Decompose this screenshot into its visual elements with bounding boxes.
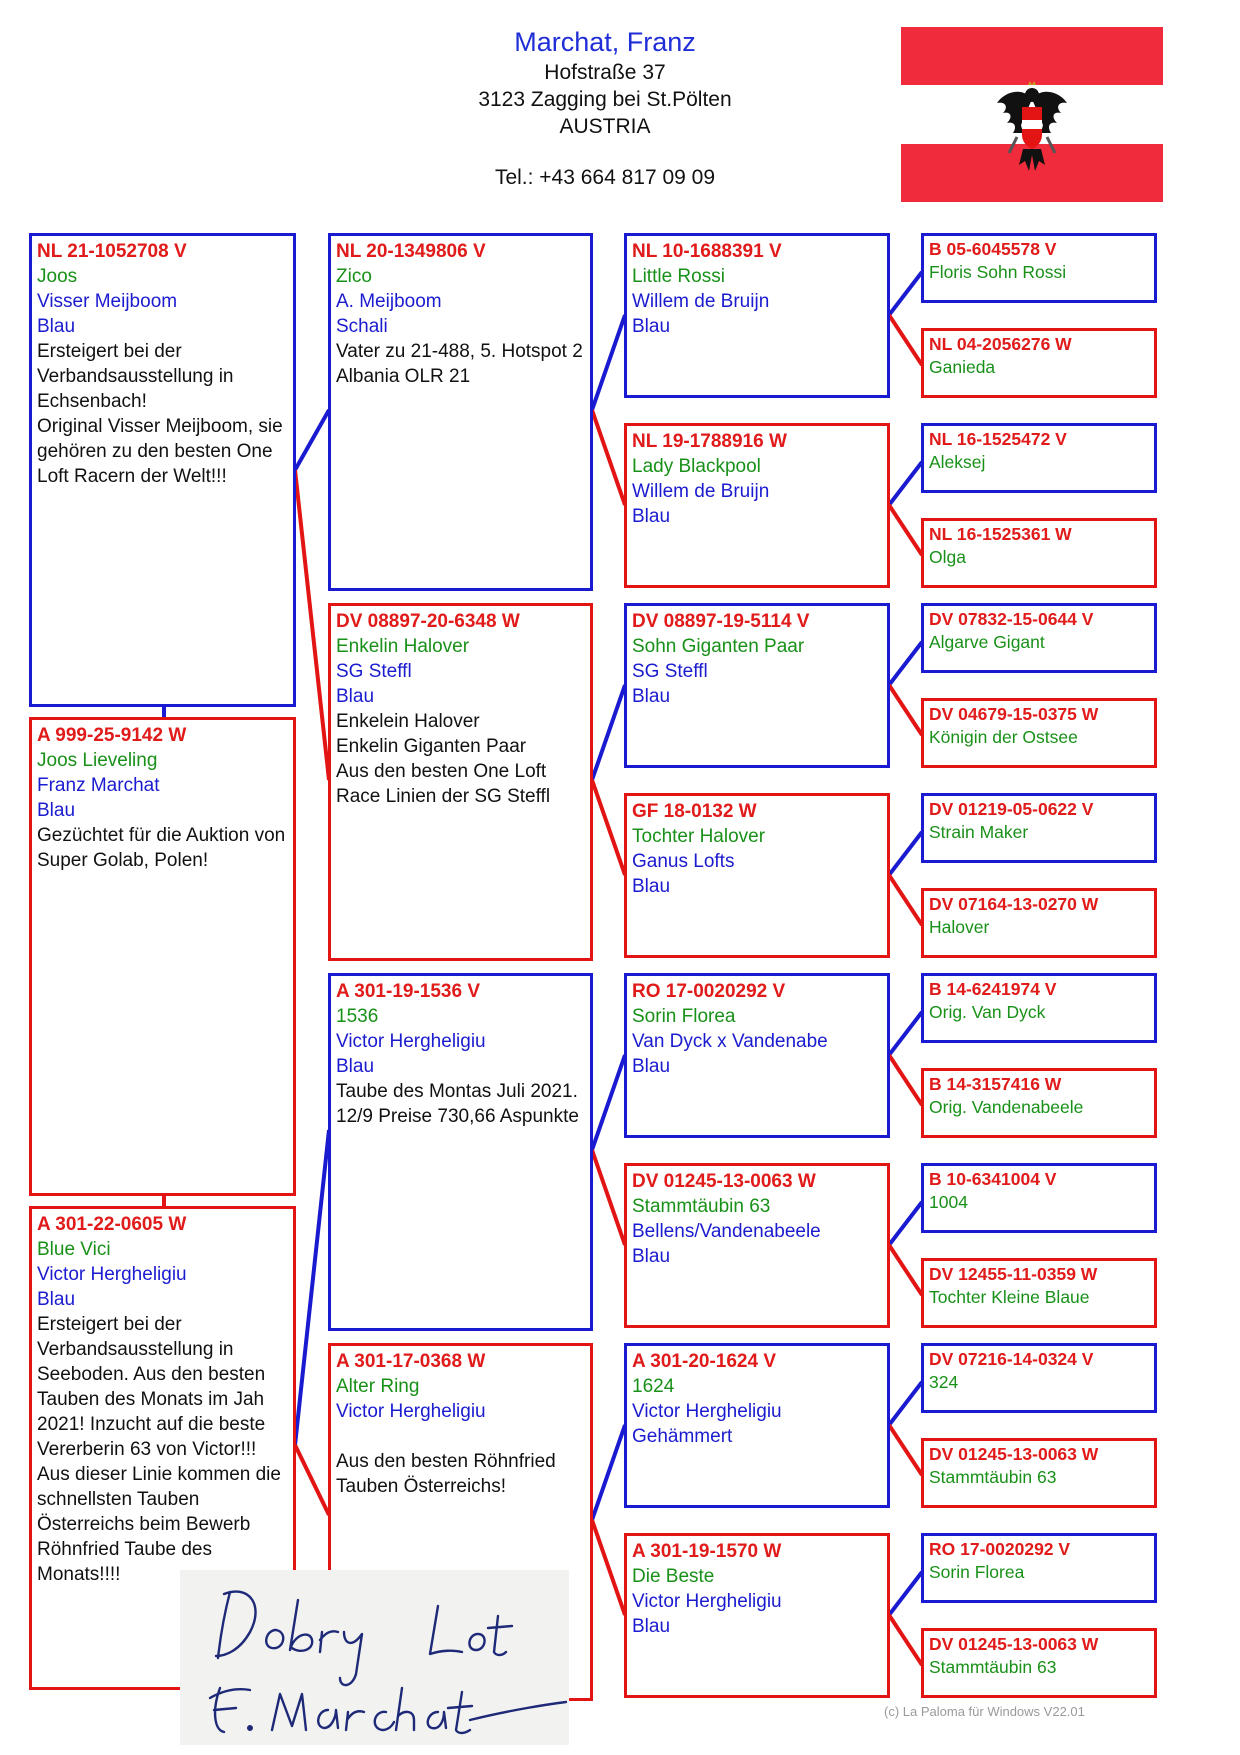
pigeon-name: Enkelin Halover: [336, 636, 470, 657]
owner-country: AUSTRIA: [559, 115, 651, 138]
pigeon-name: Tochter Halover: [632, 826, 766, 847]
pigeon-name: Halover: [929, 917, 990, 937]
pigeon-name: Zico: [336, 266, 372, 287]
breeder: Franz Marchat: [37, 775, 160, 796]
pigeon-name: Joos Lieveling: [37, 750, 158, 771]
pigeon-name: 1004: [929, 1192, 968, 1212]
breeder: Victor Hergheligiu: [632, 1591, 782, 1612]
pedigree-box-c1: [29, 233, 296, 707]
pedigree-box-gg7: [624, 1343, 890, 1508]
pedigree-box-ggg14: [921, 1438, 1157, 1508]
pedigree-box-ggg6: [921, 698, 1157, 768]
ring-number: DV 01245-13-0063 W: [929, 1634, 1099, 1654]
plumage-color: [336, 1424, 586, 1449]
pigeon-name: Die Beste: [632, 1566, 715, 1587]
ring-number: NL 16-1525361 W: [929, 524, 1072, 544]
pedigree-box-ggg2: [921, 328, 1157, 398]
pigeon-name: Olga: [929, 547, 966, 567]
pedigree-box-ggg9: [921, 973, 1157, 1043]
pigeon-name: Ganieda: [929, 357, 996, 377]
breeder: SG Steffl: [632, 661, 708, 682]
breeder: Victor Hergheligiu: [336, 1031, 486, 1052]
pigeon-note: Gezüchtet für die Auktion von Super Golab, Polen!: [37, 825, 286, 871]
plumage-color: Blau: [632, 876, 671, 897]
ring-number: A 301-20-1624 V: [632, 1351, 777, 1372]
pedigree-box-gg3: [624, 603, 890, 768]
ring-number: DV 08897-20-6348 W: [336, 611, 520, 632]
pedigree-box-ggg1: [921, 233, 1157, 303]
plumage-color: Schali: [336, 316, 388, 337]
pedigree-box-ggg12: [921, 1258, 1157, 1328]
owner-city: 3123 Zagging bei St.Pölten: [478, 88, 732, 111]
ring-number: DV 01245-13-0063 W: [632, 1171, 816, 1192]
pigeon-name: Sorin Florea: [929, 1562, 1025, 1582]
pedigree-box-ggg10: [921, 1068, 1157, 1138]
pigeon-note: Ersteigert bei der Verbandsausstellung in Seeboden. Aus den besten Tauben des Monats im Jah 2021! Inzucht auf die beste Vererberin 63 von Victor!!! Aus dieser Linie kommen die schnellsten Tauben Österreichs beim Bewerb Röhnfried Taube des Monats!!!!: [37, 1314, 281, 1585]
pigeon-name: Alter Ring: [336, 1376, 420, 1397]
plumage-color: Blau: [632, 1056, 671, 1077]
plumage-color: Blau: [632, 506, 671, 527]
ring-number: DV 12455-11-0359 W: [929, 1264, 1098, 1284]
ring-number: A 999-25-9142 W: [37, 725, 187, 746]
pedigree-box-gg1: [624, 233, 890, 398]
ring-number: RO 17-0020292 V: [632, 981, 786, 1002]
pedigree-box-gg8: [624, 1533, 890, 1698]
pedigree-box-gg2: [624, 423, 890, 588]
pigeon-note: Taube des Montas Juli 2021. 12/9 Preise 730,66 Aspunkte: [336, 1081, 579, 1127]
plumage-color: Blau: [336, 686, 375, 707]
pedigree-box-ggg5: [921, 603, 1157, 673]
pigeon-name: Little Rossi: [632, 266, 725, 287]
breeder: Visser Meijboom: [37, 291, 178, 312]
pigeon-note: Ersteigert bei der Verbandsausstellung in Echsenbach! Original Visser Meijboom, sie gehören zu den besten One Loft Racern der Welt!!!: [37, 341, 283, 487]
pigeon-name: Orig. Van Dyck: [929, 1002, 1046, 1022]
pigeon-name: 324: [929, 1372, 959, 1392]
pigeon-name: Algarve Gigant: [929, 632, 1045, 652]
plumage-color: Blau: [37, 316, 76, 337]
ring-number: NL 19-1788916 W: [632, 431, 787, 452]
pedigree-box-g3: [328, 973, 593, 1331]
pigeon-name: Strain Maker: [929, 822, 1029, 842]
plumage-color: Blau: [336, 1056, 375, 1077]
ring-number: DV 04679-15-0375 W: [929, 704, 1099, 724]
pigeon-note: Vater zu 21-488, 5. Hotspot 2 Albania OLR 21: [336, 341, 583, 387]
breeder: Victor Hergheligiu: [632, 1401, 782, 1422]
owner-phone: Tel.: +43 664 817 09 09: [494, 166, 716, 189]
pigeon-name: Aleksej: [929, 452, 986, 472]
breeder: Bellens/Vandenabeele: [632, 1221, 821, 1242]
breeder: Willem de Bruijn: [632, 291, 770, 312]
ring-number: DV 01245-13-0063 W: [929, 1444, 1099, 1464]
pedigree-box-gg6: [624, 1163, 890, 1328]
pedigree-box-ggg13: [921, 1343, 1157, 1413]
ring-number: DV 08897-19-5114 V: [632, 611, 810, 632]
breeder: Van Dyck x Vandenabe: [632, 1031, 828, 1052]
breeder: Ganus Lofts: [632, 851, 735, 872]
ring-number: NL 16-1525472 V: [929, 429, 1067, 449]
pedigree-box-ggg16: [921, 1628, 1157, 1698]
ring-number: A 301-22-0605 W: [37, 1214, 187, 1235]
pigeon-name: Blue Vici: [37, 1239, 111, 1260]
pedigree-box-subject: [29, 717, 296, 1196]
pigeon-name: Lady Blackpool: [632, 456, 761, 477]
owner-street: Hofstraße 37: [544, 61, 666, 84]
pigeon-name: Sohn Giganten Paar: [632, 636, 805, 657]
plumage-color: Blau: [632, 316, 671, 337]
pigeon-name: 1624: [632, 1376, 675, 1397]
ring-number: DV 07216-14-0324 V: [929, 1349, 1094, 1369]
pigeon-name: Stammtäubin 63: [929, 1657, 1057, 1677]
ring-number: A 301-19-1570 W: [632, 1541, 782, 1562]
plumage-color: Gehämmert: [632, 1426, 733, 1447]
pedigree-box-ggg3: [921, 423, 1157, 493]
ring-number: A 301-17-0368 W: [336, 1351, 486, 1372]
ring-number: B 10-6341004 V: [929, 1169, 1057, 1189]
ring-number: B 14-6241974 V: [929, 979, 1057, 999]
pedigree-box-ggg11: [921, 1163, 1157, 1233]
plumage-color: Blau: [37, 800, 76, 821]
ring-number: RO 17-0020292 V: [929, 1539, 1071, 1559]
pedigree-box-ggg8: [921, 888, 1157, 958]
pigeon-name: 1536: [336, 1006, 379, 1027]
ring-number: NL 20-1349806 V: [336, 241, 486, 262]
pedigree-box-ggg7: [921, 793, 1157, 863]
pigeon-name: Floris Sohn Rossi: [929, 262, 1067, 282]
pedigree-box-gg5: [624, 973, 890, 1138]
ring-number: A 301-19-1536 V: [336, 981, 481, 1002]
software-credit: (c) La Paloma für Windows V22.01: [884, 1704, 1085, 1719]
ring-number: GF 18-0132 W: [632, 801, 757, 822]
ring-number: B 14-3157416 W: [929, 1074, 1062, 1094]
pigeon-name: Orig. Vandenabeele: [929, 1097, 1084, 1117]
pedigree-box-g2: [328, 603, 593, 961]
breeder: A. Meijboom: [336, 291, 442, 312]
ring-number: NL 21-1052708 V: [37, 241, 187, 262]
pedigree-box-ggg4: [921, 518, 1157, 588]
pedigree-box-ggg15: [921, 1533, 1157, 1603]
pigeon-name: Königin der Ostsee: [929, 727, 1078, 747]
pigeon-name: Sorin Florea: [632, 1006, 736, 1027]
ring-number: B 05-6045578 V: [929, 239, 1057, 259]
plumage-color: Blau: [632, 1246, 671, 1267]
ring-number: DV 07164-13-0270 W: [929, 894, 1099, 914]
breeder: Willem de Bruijn: [632, 481, 770, 502]
plumage-color: Blau: [632, 686, 671, 707]
pigeon-note: Enkelein Halover Enkelin Giganten Paar Aus den besten One Loft Race Linien der SG Steffl: [336, 711, 551, 807]
pigeon-name: Tochter Kleine Blaue: [929, 1287, 1090, 1307]
owner-name: Marchat, Franz: [514, 27, 696, 57]
pigeon-name: Joos: [37, 266, 78, 287]
plumage-color: Blau: [632, 1616, 671, 1637]
ring-number: NL 10-1688391 V: [632, 241, 782, 262]
pedigree-box-g1: [328, 233, 593, 591]
breeder: SG Steffl: [336, 661, 412, 682]
ring-number: DV 01219-05-0622 V: [929, 799, 1094, 819]
pigeon-name: Stammtäubin 63: [929, 1467, 1057, 1487]
pedigree-box-gg4: [624, 793, 890, 958]
breeder: Victor Hergheligiu: [37, 1264, 187, 1285]
plumage-color: Blau: [37, 1289, 76, 1310]
handwritten-signature: [180, 1570, 569, 1745]
breeder: Victor Hergheligiu: [336, 1401, 486, 1422]
ring-number: DV 07832-15-0644 V: [929, 609, 1094, 629]
pigeon-note: Aus den besten Röhnfried Tauben Österreichs!: [336, 1451, 556, 1497]
pigeon-name: Stammtäubin 63: [632, 1196, 771, 1217]
ring-number: NL 04-2056276 W: [929, 334, 1072, 354]
